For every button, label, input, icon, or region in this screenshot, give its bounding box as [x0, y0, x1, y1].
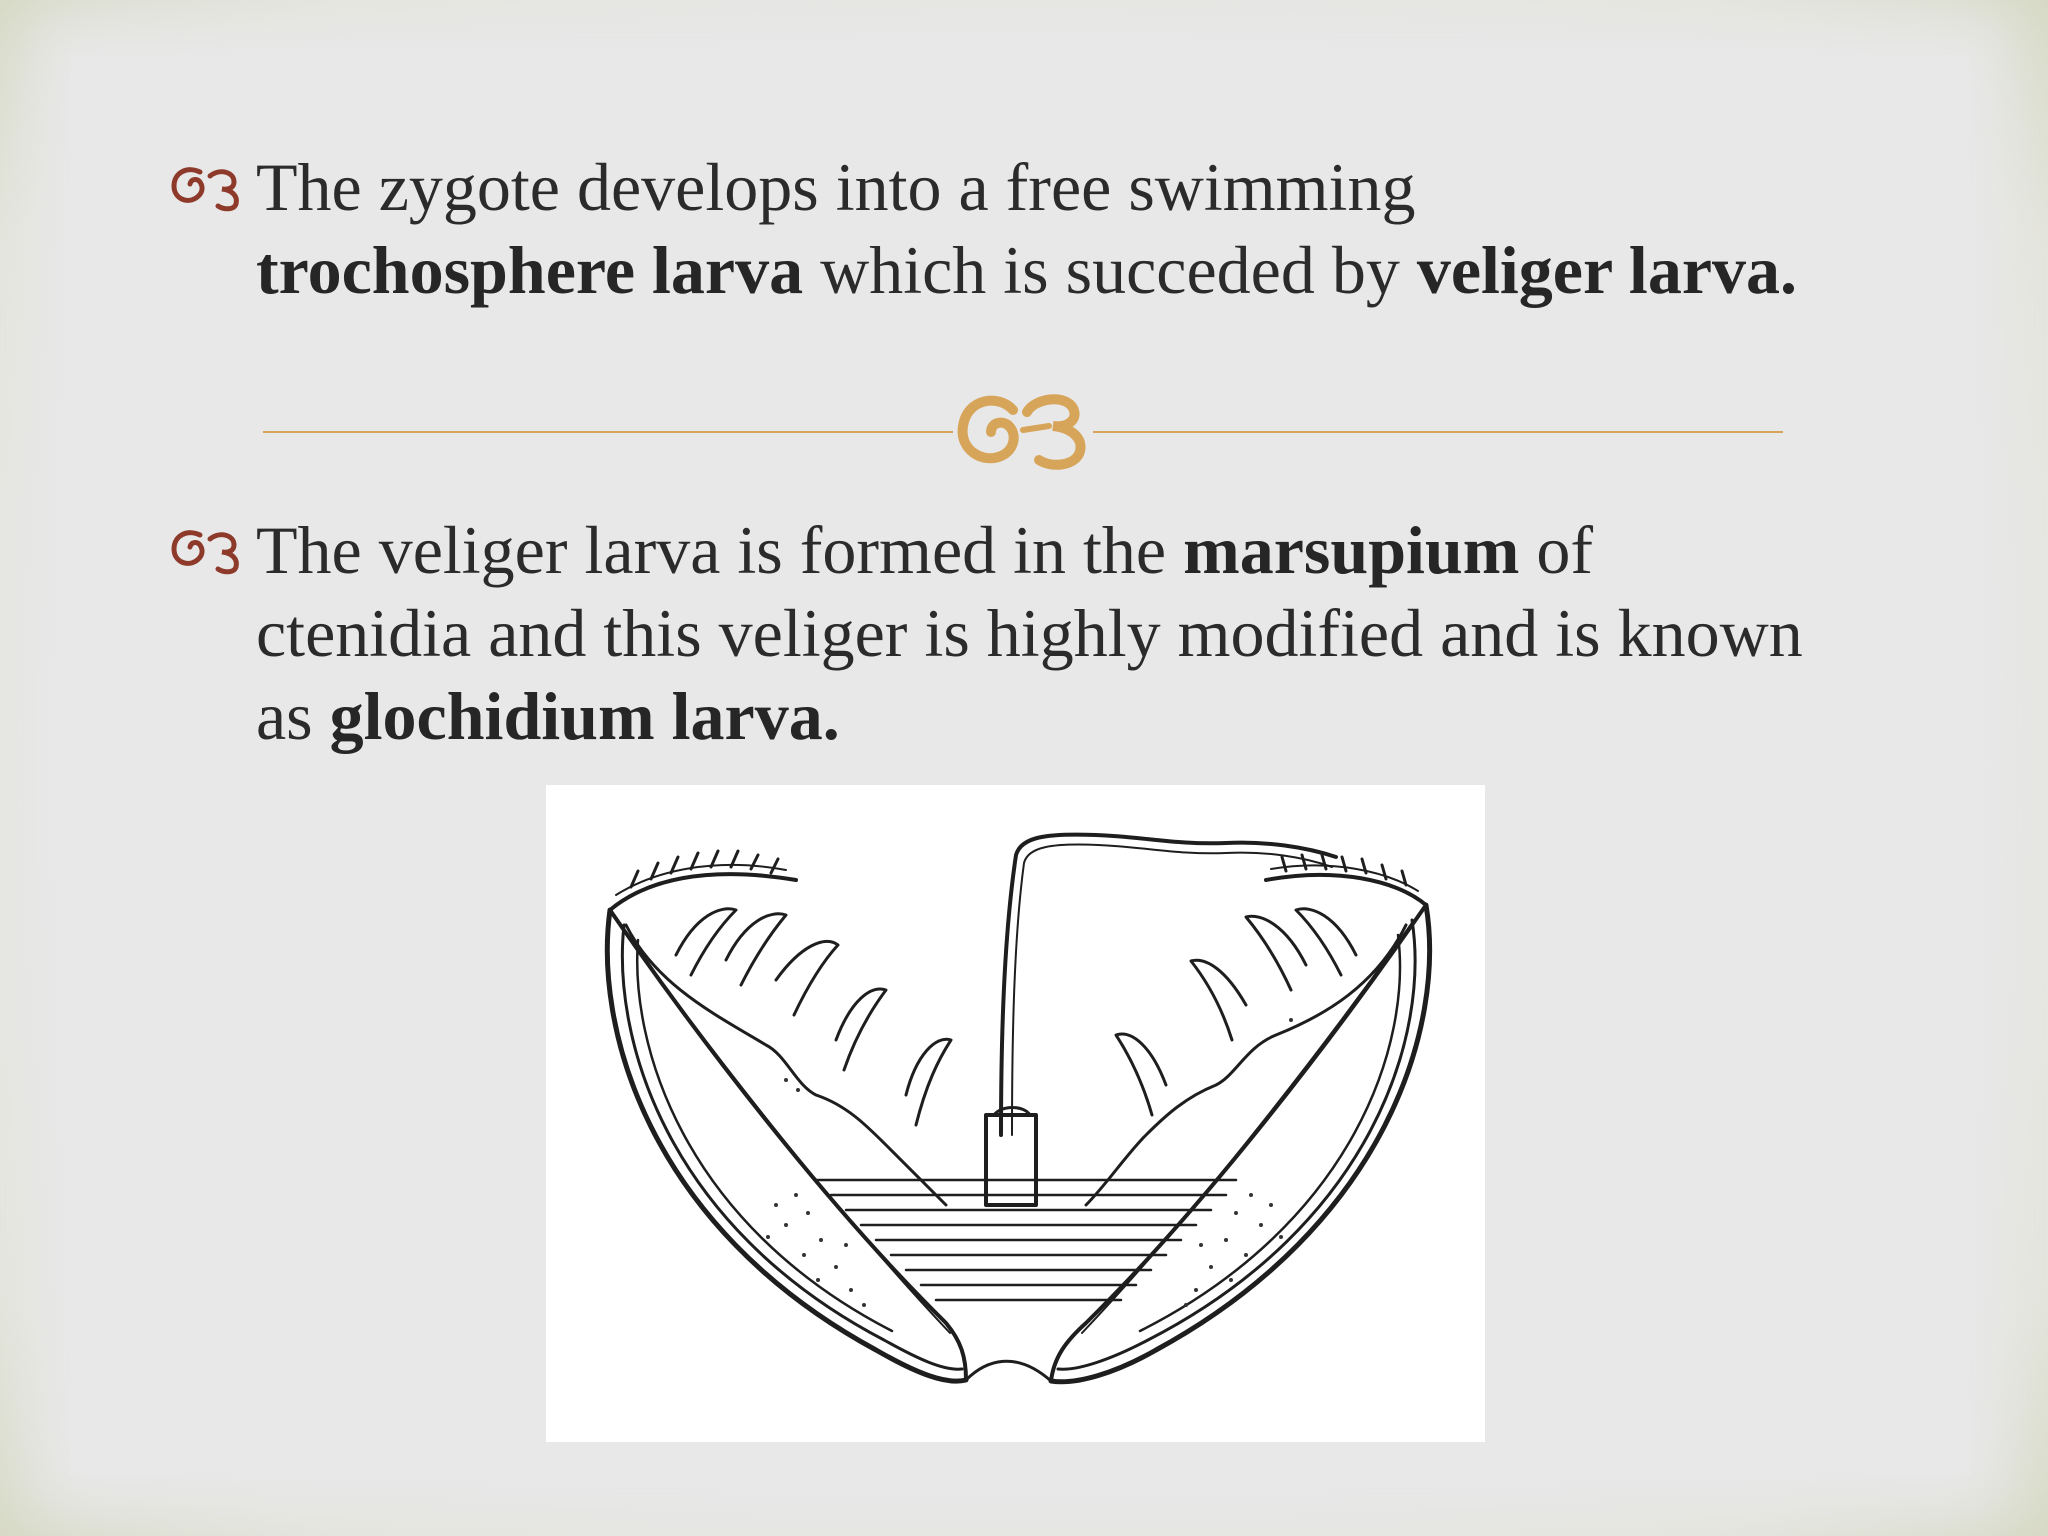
bullet-2-text-2: of ctenidia and this veliger is highly modified and is known as: [256, 512, 1803, 754]
bullet-2-term-glochidium: glochidium larva.: [329, 678, 840, 754]
bullet-2-term-marsupium: marsupium: [1183, 512, 1520, 588]
divider-line-left: [263, 431, 953, 433]
bullet-1-text-2: which is succeded by: [803, 232, 1417, 308]
bullet-2-text-1: The veliger larva is formed in the: [256, 512, 1184, 588]
glochidium-larva-illustration: [546, 785, 1485, 1442]
bullet-text: [256, 509, 1810, 758]
bullet-text: [256, 146, 1810, 312]
divider-line-right: [1093, 431, 1783, 433]
bullet-1-text-1: The zygote develops into a free swimming: [256, 149, 1416, 225]
scroll-ornament-icon: [953, 384, 1093, 474]
bullet-1-term-veliger: veliger larva.: [1416, 232, 1798, 308]
bullet-1-term-trochosphere: trochosphere larva: [256, 232, 804, 308]
glochidium-drawing: [546, 785, 1485, 1442]
bullet-item-veliger: [170, 509, 1810, 758]
scroll-bullet-icon: [170, 162, 242, 212]
section-divider: [263, 384, 1783, 474]
bullet-item-zygote: [170, 146, 1810, 312]
scroll-bullet-icon: [170, 525, 242, 575]
